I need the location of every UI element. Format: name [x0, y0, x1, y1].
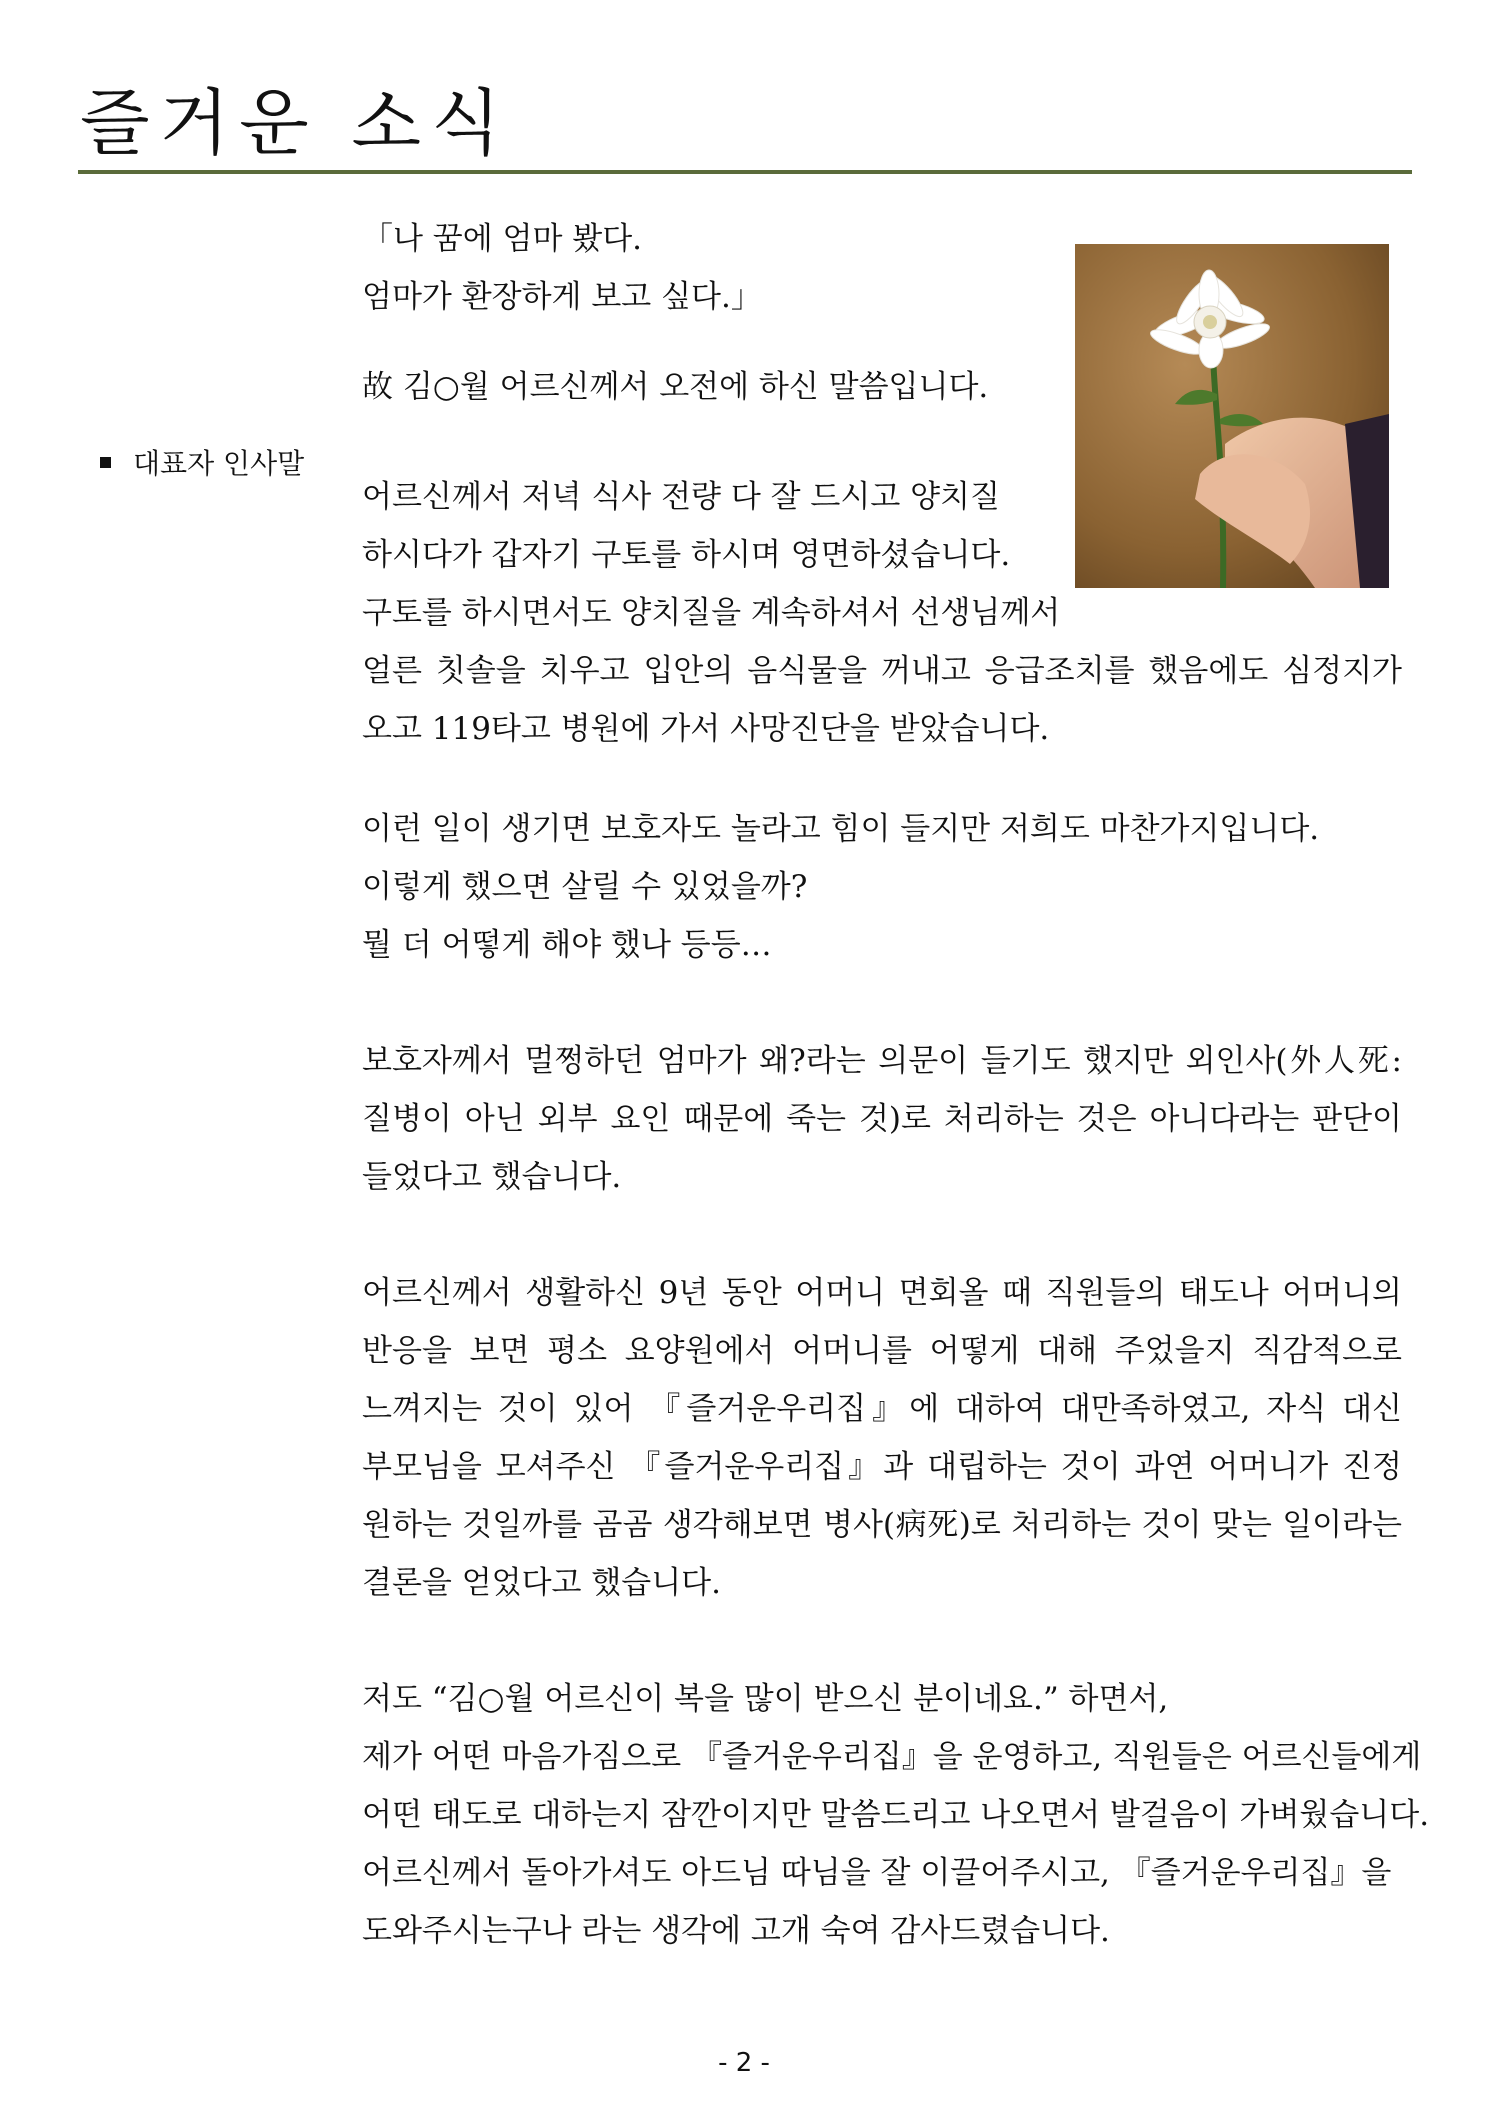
page-number: - 2 -	[718, 2048, 770, 2078]
paragraph-line: 어떤 태도로 대하는지 잠깐이지만 말씀드리고 나오면서 발걸음이 가벼웠습니다.	[362, 1797, 1430, 1833]
paragraph-line: 보호자께서 멀쩡하던 엄마가 왜?라는 의문이 들기도 했지만 외인사(外人死:	[362, 1043, 1402, 1079]
quote-line: 「나 꿈에 엄마 봤다.	[362, 221, 643, 257]
paragraph-line: 반응을 보면 평소 요양원에서 어머니를 어떻게 대해 주었을지 직감적으로	[362, 1333, 1402, 1369]
paragraph-line: 결론을 얻었다고 했습니다.	[362, 1565, 721, 1601]
page-title: 즐거운 소식	[80, 81, 511, 165]
paragraph-line: 하시다가 갑자기 구토를 하시며 영면하셨습니다.	[362, 537, 1011, 573]
paragraph-line: 어르신께서 돌아가셔도 아드님 따님을 잘 이끌어주시고, 『즐거운우리집』을	[362, 1855, 1392, 1891]
paragraph-line: 이렇게 했으면 살릴 수 있었을까?	[362, 869, 808, 905]
paragraph-line: 어르신께서 생활하신 9년 동안 어머니 면회올 때 직원들의 태도나 어머니의	[362, 1275, 1402, 1311]
square-bullet-icon	[100, 457, 111, 468]
section-heading	[100, 446, 304, 482]
paragraph-line: 저도 “김○월 어르신이 복을 많이 받으신 분이네요.” 하면서,	[362, 1681, 1169, 1717]
paragraph-line: 뭘 더 어떻게 해야 했나 등등…	[362, 927, 772, 963]
paragraph-line: 오고 119타고 병원에 가서 사망진단을 받았습니다.	[362, 711, 1050, 747]
paragraph-line: 원하는 것일까를 곰곰 생각해보면 병사(病死)로 처리하는 것이 맞는 일이라는	[362, 1507, 1402, 1543]
paragraph-line: 구토를 하시면서도 양치질을 계속하셔서 선생님께서	[362, 595, 1061, 631]
paragraph-line: 제가 어떤 마음가짐으로 『즐거운우리집』을 운영하고, 직원들은 어르신들에게	[362, 1739, 1422, 1775]
paragraph-line: 어르신께서 저녁 식사 전량 다 잘 드시고 양치질	[362, 479, 1000, 515]
paragraph-line: 들었다고 했습니다.	[362, 1159, 622, 1195]
white-chrysanthemum-in-hands-photo	[1075, 244, 1389, 588]
paragraph-line: 질병이 아닌 외부 요인 때문에 죽는 것)로 처리하는 것은 아니다라는 판단이	[362, 1101, 1402, 1137]
paragraph-line: 이런 일이 생기면 보호자도 놀라고 힘이 들지만 저희도 마찬가지입니다.	[362, 811, 1320, 847]
section-label: 대표자 인사말	[133, 447, 305, 480]
title-divider	[78, 170, 1412, 174]
paragraph-line: 느껴지는 것이 있어 『즐거운우리집』에 대하여 대만족하였고, 자식 대신	[362, 1391, 1402, 1427]
paragraph-line: 얼른 칫솔을 치우고 입안의 음식물을 꺼내고 응급조치를 했음에도 심정지가	[362, 653, 1402, 689]
paragraph-line: 도와주시는구나 라는 생각에 고개 숙여 감사드렸습니다.	[362, 1913, 1110, 1949]
intro-line: 故 김○월 어르신께서 오전에 하신 말씀입니다.	[362, 369, 989, 405]
quote-line: 엄마가 환장하게 보고 싶다.」	[362, 279, 762, 315]
paragraph-line: 부모님을 모셔주신 『즐거운우리집』과 대립하는 것이 과연 어머니가 진정	[362, 1449, 1402, 1485]
